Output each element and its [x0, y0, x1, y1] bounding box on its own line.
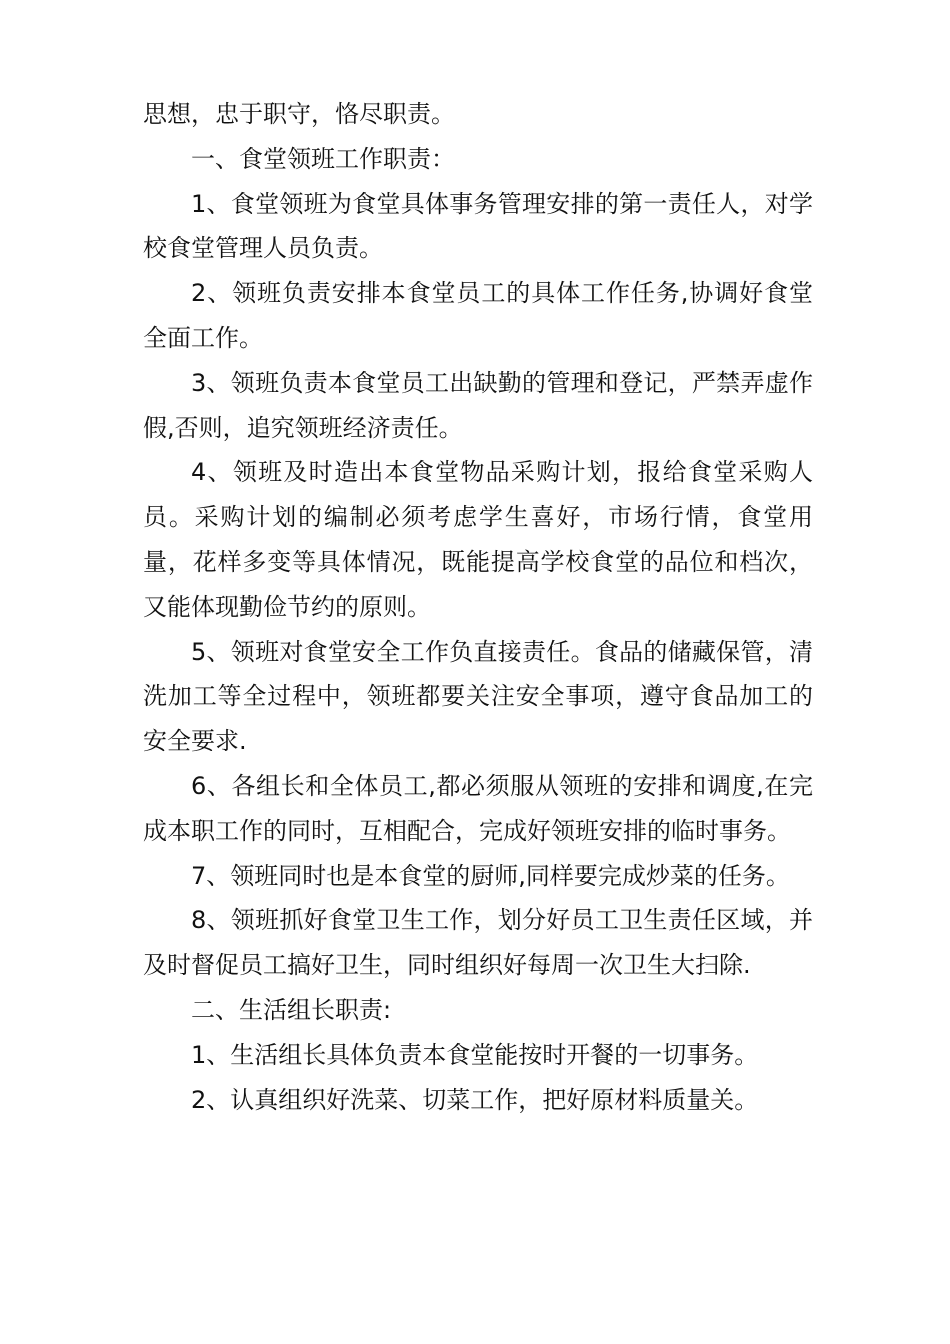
document-page [143, 92, 813, 1122]
leader-duty-item-1: 1、生活组长具体负责本食堂能按时开餐的一切事务。 [191, 1040, 759, 1069]
duty-item-7: 7、领班同时也是本食堂的厨师,同样要完成炒菜的任务。 [191, 861, 790, 890]
duty-item-1: 1、食堂领班为食堂具体事务管理安排的第一责任人，对学校食堂管理人员负责。 [143, 189, 813, 263]
section-heading-group-leader: 二、生活组长职责: [191, 995, 392, 1024]
duty-item-8: 8、领班抓好食堂卫生工作，划分好员工卫生责任区域，并及时督促员工搞好卫生，同时组织好每周一次卫生大扫除. [143, 906, 813, 980]
duty-item-4: 4、领班及时造出本食堂物品采购计划，报给食堂采购人员。采购计划的编制必须考虑学生喜好，市场行情，食堂用量，花样多变等具体情况，既能提高学校食堂的品位和档次，又能体现勤俭节约的原则。 [143, 458, 813, 621]
section-heading-foreman: 一、食堂领班工作职责： [191, 144, 455, 173]
duty-item-6: 6、各组长和全体员工,都必须服从领班的安排和调度,在完成本职工作的同时，互相配合，完成好领班安排的临时事务。 [143, 771, 813, 845]
paragraph-continuation: 思想，忠于职守，恪尽职责。 [143, 100, 455, 128]
duty-item-2: 2、领班负责安排本食堂员工的具体工作任务,协调好食堂全面工作。 [143, 279, 813, 352]
duty-item-3: 3、领班负责本食堂员工出缺勤的管理和登记，严禁弄虚作假,否则，追究领班经济责任。 [143, 368, 813, 442]
duty-item-5: 5、领班对食堂安全工作负直接责任。食品的储藏保管，清洗加工等全过程中，领班都要关注安全事项，遵守食品加工的安全要求. [143, 637, 813, 756]
leader-duty-item-2: 2、认真组织好洗菜、切菜工作，把好原材料质量关。 [191, 1085, 759, 1114]
